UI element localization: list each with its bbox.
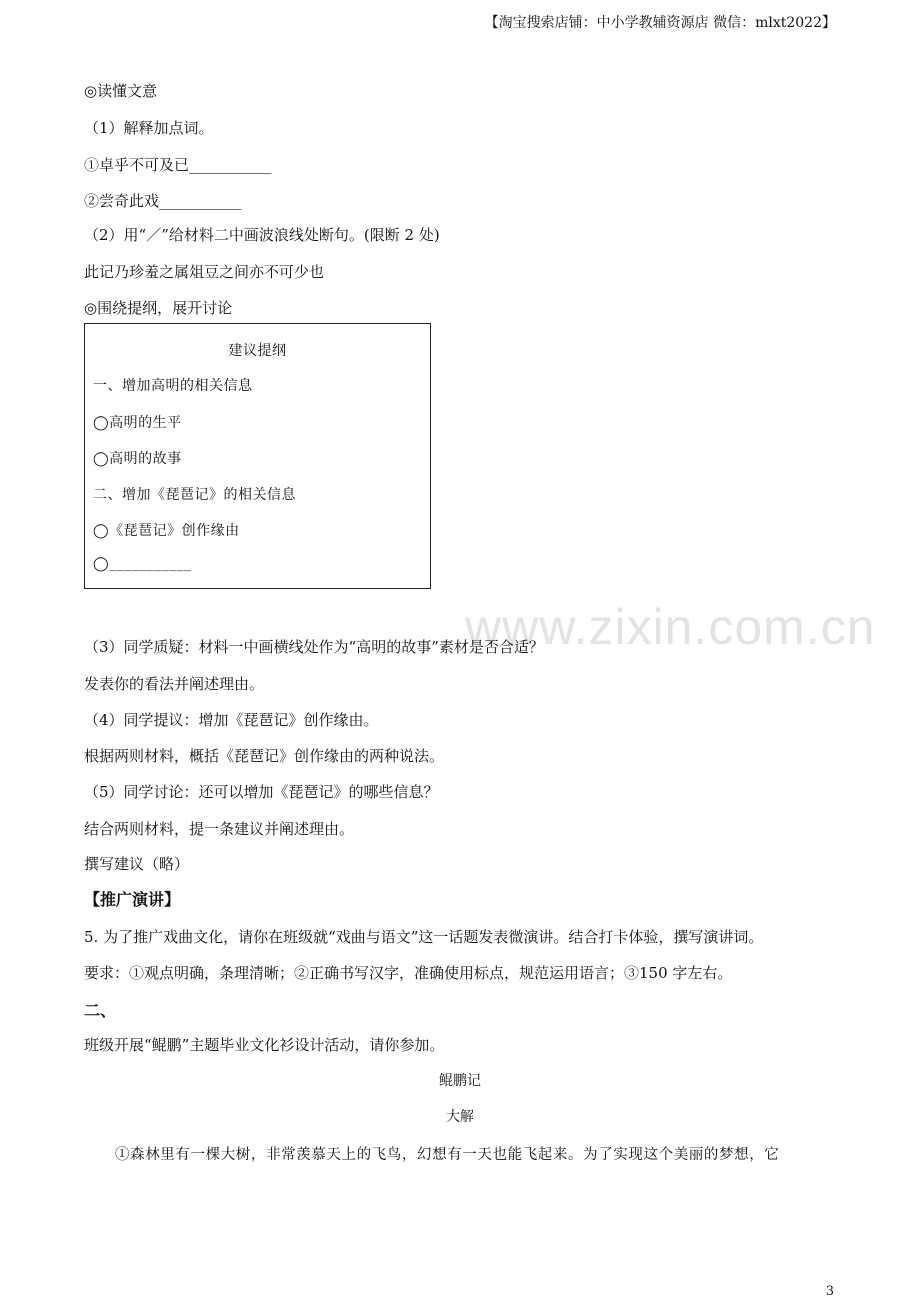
page-header: 【淘宝搜索店铺：中小学教辅资源店 微信：mlxt2022】 [484,15,836,31]
outline-item: ◯《琵琶记》创作缘由 [93,523,240,539]
question-4-text: 根据两则材料，概括《琵琶记》创作缘由的两种说法。 [84,747,445,765]
question-5: （5）同学讨论：还可以增加《琵琶记》的哪些信息？ [84,783,439,801]
question-3: （3）同学质疑：材料一中画横线处作为“高明的故事”素材是否合适？ [84,638,544,656]
activity-intro: 班级开展“鲲鹏”主题毕业文化衫设计活动，请你参加。 [84,1036,445,1054]
outline-box [84,323,431,589]
question-5-main: 5. 为了推广戏曲文化，请你在班级就“戏曲与语文”这一话题发表微演讲。结合打卡体验，撰写演讲词。 [84,928,764,946]
write-note: 撰写建议（略） [84,855,190,873]
section-heading-read: ◎读懂文意 [84,82,158,100]
outline-item: ◯高明的生平 [93,415,182,431]
section-heading-discuss: ◎围绕提纲，展开讨论 [84,299,233,317]
question-5-text: 结合两则材料，提一条建议并阐述理由。 [84,820,355,838]
outline-item: 二、增加《琵琶记》的相关信息 [93,487,296,503]
question-1: （1）解释加点词。 [84,119,214,137]
watermark: www.zixin.com.cn [465,599,876,655]
question-4: （4）同学提议：增加《琵琶记》创作缘由。 [84,711,379,729]
requirements: 要求：①观点明确，条理清晰；②正确书写汉字，准确使用标点，规范运用语言；③150 字左右。 [84,964,733,982]
outline-item: ◯高明的故事 [93,451,182,467]
question-3-text: 发表你的看法并阐述理由。 [84,675,265,693]
question-1-item-1: ①卓乎不可及已___________ [84,156,272,174]
question-2-text: 此记乃珍羞之属俎豆之间亦不可少也 [84,263,325,281]
outline-title: 建议提纲 [228,343,287,359]
question-1-item-2: ②尝奇此戏___________ [84,192,242,210]
article-paragraph-1: ①森林里有一棵大树，非常羡慕天上的飞鸟，幻想有一天也能飞起来。为了实现这个美丽的梦想，它 [115,1147,780,1163]
section-heading-speech: 【推广演讲】 [84,890,181,909]
page-number: 3 [825,1284,834,1299]
article-author: 大解 [446,1109,474,1125]
outline-item: 一、增加高明的相关信息 [93,378,253,394]
article-title: 鲲鹏记 [439,1073,481,1089]
question-2: （2）用“／”给材料二中画波浪线处断句。(限断 2 处) [84,226,440,244]
part-two-heading: 二、 [84,1001,117,1020]
outline-item: ◯___________ [93,556,192,572]
